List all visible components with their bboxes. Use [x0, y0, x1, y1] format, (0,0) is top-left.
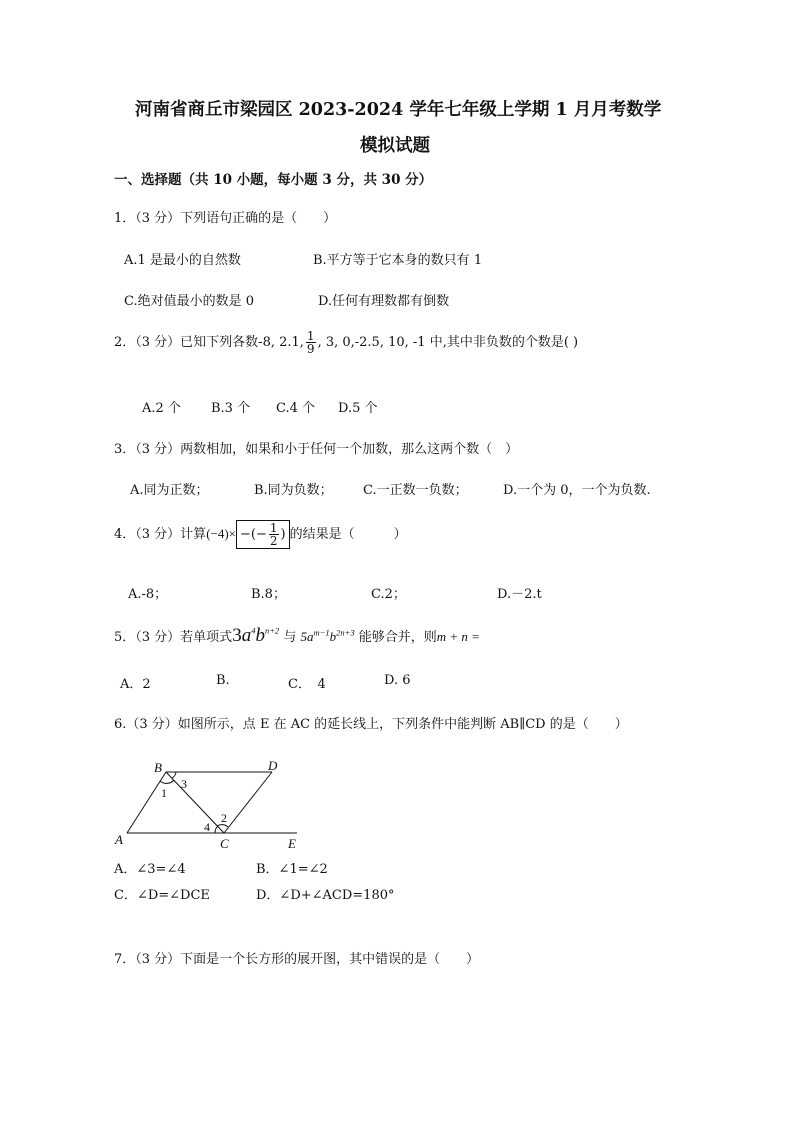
question-4-option-d[interactable]: D.－2.t — [497, 587, 542, 602]
question-5-option-c[interactable]: C． 4 — [288, 677, 326, 692]
question-4-option-a[interactable]: A.-8； — [128, 587, 168, 602]
monomial-2 — [300, 629, 354, 644]
question-7-stem: 7．（3 分）下面是一个长方形的展开图，其中错误的是（ ） — [114, 952, 480, 967]
question-2-option-d[interactable]: D.5 个 — [338, 401, 378, 416]
question-2-option-a[interactable]: A.2 个 — [142, 401, 181, 416]
label-point-c: C — [220, 836, 229, 850]
question-1-option-c[interactable]: C.绝对值最小的数是 0 — [124, 294, 255, 309]
question-3-option-b[interactable]: B.同为负数； — [254, 483, 333, 498]
monomial-1 — [232, 625, 279, 646]
question-4-fraction — [269, 522, 279, 547]
question-6-option-c[interactable]: C．∠D=∠DCE — [114, 888, 210, 903]
angle-arc-4 — [215, 826, 218, 833]
monomial-1-b: b — [255, 625, 265, 646]
question-4-stem-post: 的结果是（ ） — [289, 527, 407, 542]
question-4-option-c[interactable]: C.2； — [371, 587, 406, 602]
question-5-mid: 与 — [283, 630, 297, 645]
question-6-stem: 6.（3 分）如图所示，点 E 在 AC 的延长线上，下列条件中能判断 AB∥CD 的是（ ） — [114, 717, 628, 732]
question-3-stem: 3．（3 分）两数相加，如果和小于任何一个加数，那么这两个数（ ） — [114, 442, 519, 457]
question-1-option-d[interactable]: D.任何有理数都有倒数 — [318, 294, 450, 309]
monomial-2-b: b — [329, 629, 337, 644]
monomial-1-coef: 3 — [232, 625, 242, 646]
question-4-expr-left: (−4)× — [206, 526, 237, 541]
question-4-expr-inner: −(− — [240, 527, 267, 542]
label-angle-1: 1 — [161, 786, 167, 800]
fraction-numerator: 1 — [306, 329, 315, 343]
question-5-stem-post: 能够合并，则 — [358, 630, 437, 645]
label-angle-3: 3 — [181, 777, 187, 791]
question-5-option-a[interactable]: A．2 — [120, 677, 151, 692]
monomial-1-a: a — [241, 625, 252, 646]
question-6-option-b[interactable]: B．∠1=∠2 — [256, 862, 328, 877]
question-6-option-d[interactable]: D．∠D+∠ACD=180° — [256, 888, 395, 903]
page-title-line2: 模拟试题 — [360, 136, 430, 156]
fraction-denominator: 9 — [306, 342, 315, 356]
angle-arc-1 — [160, 780, 174, 783]
monomial-2-a-exp: m−1 — [313, 627, 330, 638]
label-point-a: A — [115, 832, 123, 847]
question-3-option-a[interactable]: A.同为正数； — [130, 483, 209, 498]
question-2-option-b[interactable]: B.3 个 — [211, 401, 251, 416]
question-5-stem-pre: 5．（3 分）若单项式 — [114, 630, 233, 645]
label-angle-4: 4 — [204, 820, 210, 834]
fraction-numerator: 1 — [269, 521, 278, 535]
question-4-stem — [114, 520, 407, 549]
question-1-option-a[interactable]: A.1 是最小的自然数 — [124, 253, 241, 268]
question-5-stem — [114, 625, 480, 647]
label-angle-2: 2 — [221, 811, 227, 825]
segment-dc — [224, 772, 272, 833]
question-4-stem-pre: 4．（3 分）计算 — [114, 527, 207, 542]
monomial-2-b-exp: 2n+3 — [336, 627, 355, 638]
question-4-expr-close: ) — [280, 527, 286, 542]
label-point-d: D — [268, 758, 278, 773]
question-5-ask: m + n = — [436, 629, 480, 644]
question-1-option-b[interactable]: B.平方等于它本身的数只有 1 — [313, 253, 483, 268]
question-2-fraction — [306, 330, 316, 355]
angle-arc-3 — [172, 772, 176, 778]
question-5-option-d[interactable]: D. 6 — [384, 673, 411, 688]
question-6-option-a[interactable]: A．∠3=∠4 — [114, 862, 186, 877]
question-5-option-b[interactable]: B. — [216, 673, 230, 688]
question-1-stem: 1．（3 分）下列语句正确的是（ ） — [114, 211, 337, 226]
question-3-option-c[interactable]: C.一正数一负数； — [363, 483, 468, 498]
page-title-line1: 河南省商丘市梁园区 2023-2024 学年七年级上学期 1 月月考数学 — [135, 100, 662, 120]
question-4-bracket — [236, 520, 290, 549]
fraction-denominator: 2 — [269, 534, 278, 548]
segment-bc — [166, 772, 224, 833]
question-2-stem — [114, 330, 578, 355]
label-point-e: E — [288, 836, 296, 850]
question-2-stem-post: , 3, 0,-2.5, 10, -1 中,其中非负数的个数是( ) — [317, 335, 579, 350]
monomial-2-base: 5a — [300, 629, 314, 644]
monomial-1-b-exp: n+2 — [264, 625, 280, 636]
monomial-1-a-exp: 4 — [251, 625, 256, 636]
question-6-figure — [110, 758, 310, 850]
question-2-stem-pre: 2．（3 分）已知下列各数-8, 2.1, — [114, 335, 304, 350]
section-heading: 一、选择题（共 10 小题，每小题 3 分，共 30 分） — [114, 172, 433, 188]
question-2-option-c[interactable]: C.4 个 — [276, 401, 316, 416]
question-4-option-b[interactable]: B.8； — [251, 587, 286, 602]
question-3-option-d[interactable]: D.一个为 0，一个为负数. — [503, 483, 651, 498]
label-point-b: B — [154, 760, 162, 775]
